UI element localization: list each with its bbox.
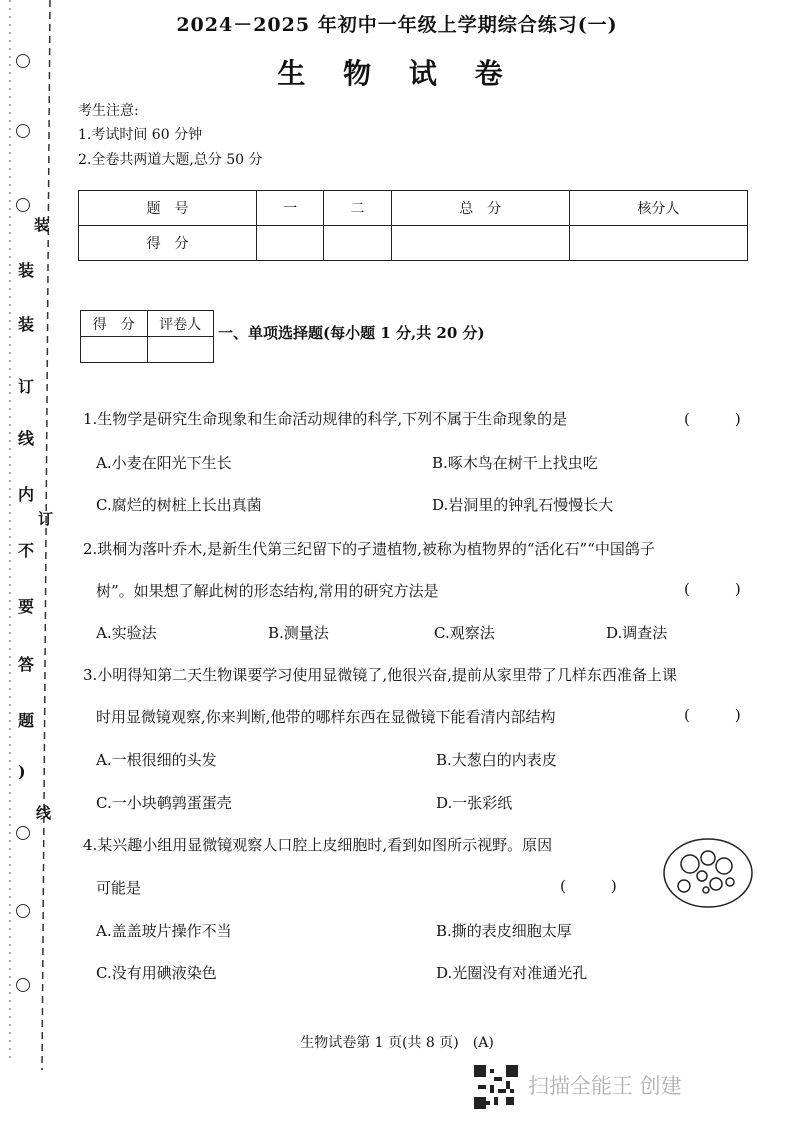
score-input-cell[interactable] bbox=[257, 226, 324, 261]
score-table-header-row bbox=[79, 191, 748, 226]
margin-char: ) bbox=[18, 762, 26, 781]
punch-hole bbox=[16, 826, 30, 840]
notice-line: 2.全卷共两道大题,总分 50 分 bbox=[78, 152, 263, 168]
score-cell: 核分人 bbox=[569, 191, 747, 226]
margin-side-char: 装 bbox=[34, 216, 50, 234]
option: B.测量法 bbox=[268, 624, 329, 642]
option: C.观察法 bbox=[434, 624, 495, 642]
score-table bbox=[78, 190, 748, 261]
scanner-watermark: 扫描全能王 创建 bbox=[528, 1074, 682, 1098]
answer-paren[interactable]: ( ) bbox=[560, 877, 617, 895]
option: A.实验法 bbox=[96, 624, 157, 642]
margin-side-char: 订 bbox=[38, 510, 54, 528]
question-4-text: 4.某兴趣小组用显微镜观察人口腔上皮细胞时,看到如图所示视野。原因 bbox=[83, 836, 553, 854]
margin-char: 不 bbox=[18, 541, 35, 560]
question-2-text: 2.珙桐为落叶乔木,是新生代第三纪留下的孑遗植物,被称为植物界的“活化石”“中国鸽子 bbox=[83, 540, 655, 558]
grader-input-cell[interactable] bbox=[81, 337, 148, 363]
punch-hole bbox=[16, 904, 30, 918]
section-heading: 一、单项选择题(每小题 1 分,共 20 分) bbox=[218, 324, 485, 342]
margin-side-char: 线 bbox=[36, 804, 52, 822]
grader-input-cell[interactable] bbox=[147, 337, 214, 363]
binding-dashed-line bbox=[0, 0, 62, 1124]
microscope-field-figure bbox=[660, 836, 756, 910]
margin-char: 线 bbox=[18, 429, 35, 448]
option: D.一张彩纸 bbox=[436, 794, 513, 812]
option: D.岩洞里的钟乳石慢慢长大 bbox=[432, 496, 614, 514]
grader-cell: 得 分 bbox=[81, 311, 148, 337]
answer-paren[interactable]: ( ) bbox=[684, 706, 741, 724]
notice-heading: 考生注意: bbox=[78, 103, 139, 119]
page-footer: 生物试卷第 1 页(共 8 页) (A) bbox=[300, 1035, 494, 1051]
notice-line: 1.考试时间 60 分钟 bbox=[78, 127, 203, 143]
margin-char: 内 bbox=[18, 485, 35, 504]
question-3-text: 时用显微镜观察,你来判断,他带的哪样东西在显微镜下能看清内部结构 bbox=[96, 708, 556, 726]
margin-char: 答 bbox=[18, 655, 35, 674]
score-cell: 一 bbox=[257, 191, 324, 226]
option: B.撕的表皮细胞太厚 bbox=[436, 922, 572, 940]
binding-margin bbox=[0, 0, 62, 1124]
score-input-cell[interactable] bbox=[391, 226, 569, 261]
punch-hole bbox=[16, 978, 30, 992]
margin-char: 题 bbox=[18, 711, 35, 730]
margin-char: 装 bbox=[18, 315, 35, 334]
score-cell: 总 分 bbox=[391, 191, 569, 226]
option: C.腐烂的树桩上长出真菌 bbox=[96, 496, 262, 514]
option: C.一小块鹌鹑蛋蛋壳 bbox=[96, 794, 232, 812]
margin-char: 订 bbox=[18, 377, 35, 396]
question-2-text: 树”。如果想了解此树的形态结构,常用的研究方法是 bbox=[96, 582, 439, 600]
score-input-cell[interactable] bbox=[324, 226, 391, 261]
punch-hole bbox=[16, 124, 30, 138]
option: B.大葱白的内表皮 bbox=[436, 751, 557, 769]
margin-char: 装 bbox=[18, 261, 35, 280]
option: D.调查法 bbox=[606, 624, 668, 642]
score-cell: 得 分 bbox=[79, 226, 257, 261]
option: A.盖盖玻片操作不当 bbox=[96, 922, 232, 940]
option: D.光圈没有对准通光孔 bbox=[436, 964, 588, 982]
grader-table bbox=[80, 310, 214, 363]
question-3-text: 3.小明得知第二天生物课要学习使用显微镜了,他很兴奋,提前从家里带了几样东西准备上课 bbox=[83, 666, 677, 684]
answer-paren[interactable]: ( ) bbox=[684, 580, 741, 598]
question-4-text: 可能是 bbox=[96, 879, 142, 897]
question-1-text: 1.生物学是研究生命现象和生命活动规律的科学,下列不属于生命现象的是 bbox=[83, 410, 568, 428]
option: A.一根很细的头发 bbox=[96, 751, 217, 769]
option: A.小麦在阳光下生长 bbox=[96, 454, 232, 472]
exam-title: 2024－2025 年初中一年级上学期综合练习(一) bbox=[176, 14, 618, 36]
score-cell: 题 号 bbox=[79, 191, 257, 226]
grader-cell: 评卷人 bbox=[147, 311, 214, 337]
score-input-cell[interactable] bbox=[569, 226, 747, 261]
punch-hole bbox=[16, 198, 30, 212]
score-table-score-row bbox=[79, 226, 748, 261]
option: B.啄木鸟在树干上找虫吃 bbox=[432, 454, 598, 472]
qr-code-icon bbox=[474, 1065, 518, 1109]
score-cell: 二 bbox=[324, 191, 391, 226]
answer-paren[interactable]: ( ) bbox=[684, 410, 741, 428]
option: C.没有用碘液染色 bbox=[96, 964, 217, 982]
margin-char: 要 bbox=[18, 597, 35, 616]
exam-subtitle: 生 物 试 卷 bbox=[277, 57, 517, 90]
